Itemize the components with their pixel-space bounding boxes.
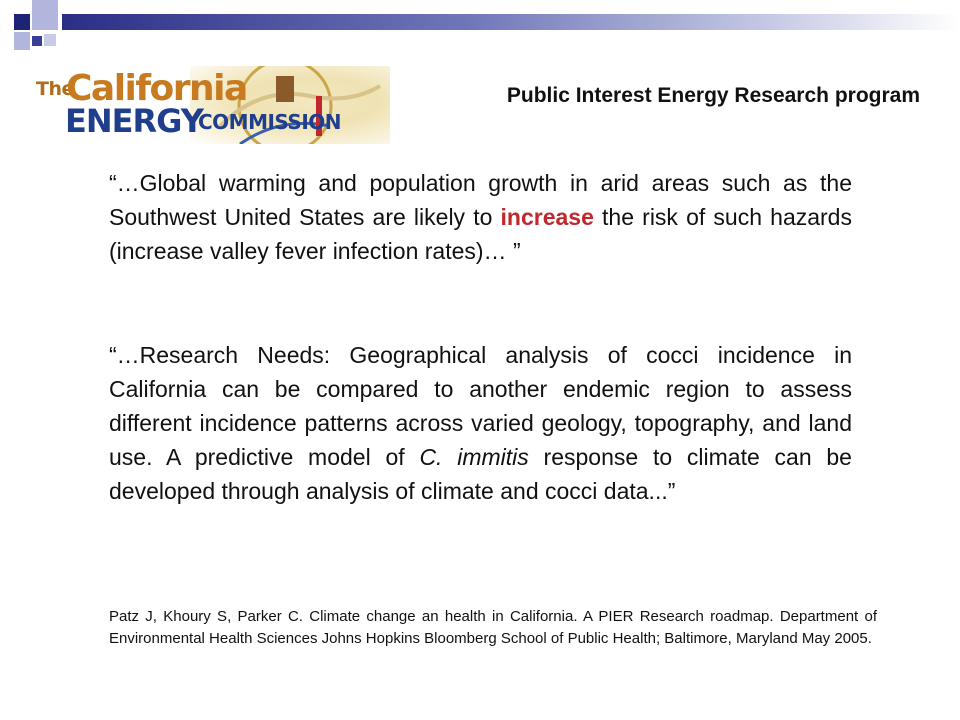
corner-square-navy-small [32, 36, 42, 46]
logo-text-energy: ENERGY [65, 102, 203, 140]
quote1-open: “…Global warming and population growth in arid areas such as the Southwest United States are likely to [109, 170, 852, 230]
logo-text-commission: COMMISSION [198, 110, 342, 134]
corner-square-small [44, 34, 56, 46]
california-energy-commission-logo [30, 66, 370, 144]
quote-global-warming [109, 166, 852, 268]
quote-research-needs [109, 338, 852, 508]
quote1-emphasis: increase [500, 204, 594, 230]
header-gradient-bar [62, 14, 960, 30]
logo-text-california: California [66, 68, 247, 109]
logo-text-the: The [36, 78, 74, 100]
quote2-part1: “…Research Needs: Geographical analysis of cocci incidence in California can be compared to another endemic region to assess different incidence patterns across varied geology, topography, and land use. A predictive model of [109, 342, 852, 470]
quote2-part2: response to climate can be developed through analysis of climate and cocci data...” [109, 444, 852, 504]
program-title: Public Interest Energy Research program [506, 84, 920, 107]
citation: Patz J, Khoury S, Parker C. Climate change an health in California. A PIER Research roadmap. Department of Environmental Health Sciences Johns Hopkins Bloomberg School of Public Health; Baltimore, Maryland May 2005. [109, 608, 877, 647]
quote1-close: the risk of such hazards (increase valley fever infection rates)… ” [109, 204, 852, 264]
quote2-species: C. immitis [419, 444, 529, 470]
corner-square-lavender [32, 0, 58, 30]
corner-square-navy [14, 14, 30, 30]
corner-square-lavender-2 [14, 32, 30, 50]
